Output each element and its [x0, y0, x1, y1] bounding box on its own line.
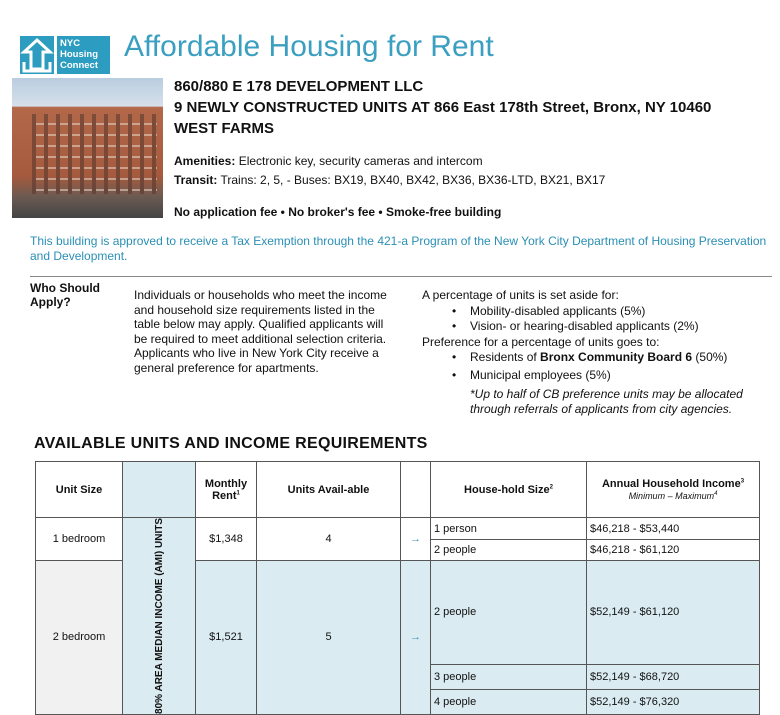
- household-size: 2 people: [431, 540, 587, 561]
- rent: $1,348: [196, 518, 257, 561]
- arrow-icon: →: [401, 518, 431, 561]
- house-icon: [20, 36, 54, 74]
- household-size: 1 person: [431, 518, 587, 540]
- logo-text: NYC: [60, 38, 81, 49]
- footnote-ref: 2: [549, 483, 553, 490]
- household-size: 3 people: [431, 664, 587, 689]
- units-address: 9 NEWLY CONSTRUCTED UNITS AT 866 East 178th Street, Bronx, NY 10460: [174, 99, 712, 116]
- label: Apply?: [30, 295, 71, 309]
- header-units: Units Avail-able: [257, 462, 401, 518]
- tax-exemption-note: This building is approved to receive a Tax Exemption through the 421-a Program of the New York City Department of Housing Preservation and Development.: [30, 234, 767, 263]
- header-rent: [196, 462, 257, 518]
- unit-size: 2 bedroom: [36, 561, 123, 715]
- arrow-icon: →: [401, 561, 431, 715]
- preference-note: *Up to half of CB preference units may be allocated through referrals of applicants from city agencies.: [470, 387, 743, 416]
- ami-label: [123, 518, 196, 715]
- units-table: [35, 461, 760, 715]
- income-range: $46,218 - $53,440: [587, 518, 760, 540]
- logo-text: Connect: [60, 60, 98, 71]
- header-unit-size: Unit Size: [36, 462, 123, 518]
- divider: [30, 276, 772, 277]
- rent: $1,521: [196, 561, 257, 715]
- list-item: • Municipal employees (5%): [422, 368, 777, 383]
- text: 80% AREA MEDIAN INCOME (AMI) UNITS: [153, 518, 165, 714]
- footnote-ref: 1: [236, 489, 240, 496]
- amenities-label: Amenities:: [174, 154, 236, 168]
- household-size: 2 people: [431, 561, 587, 665]
- fees-info: No application fee • No broker's fee • Smoke-free building: [174, 205, 502, 219]
- footnote-ref: 3: [740, 477, 745, 484]
- preferences: [422, 288, 777, 416]
- header-household: [431, 462, 587, 518]
- text: (50%): [692, 350, 728, 364]
- list-item: [422, 350, 777, 365]
- text: Monthly Rent: [204, 477, 248, 502]
- amenities: Electronic key, security cameras and intercom: [238, 154, 483, 168]
- text: Minimum – Maximum: [628, 490, 715, 501]
- neighborhood: WEST FARMS: [174, 120, 274, 137]
- header-arrow: [401, 462, 431, 518]
- table-row: [36, 518, 760, 540]
- text: House-hold Size: [464, 483, 550, 496]
- income-range: $52,149 - $61,120: [587, 561, 760, 665]
- household-size: 4 people: [431, 689, 587, 714]
- who-should-apply-text: Individuals or households who meet the income and household size requirements listed in the table below may apply. Qualified applicants will be required to meet additional selection criteria. Applicants who live in New York City receive a general preference for apartments.: [134, 288, 387, 375]
- unit-size: 1 bedroom: [36, 518, 123, 561]
- transit: Trains: 2, 5, - Buses: BX19, BX40, BX42, BX36, BX36-LTD, BX21, BX17: [220, 173, 606, 187]
- footnote-ref: 4: [714, 490, 718, 497]
- section-title: AVAILABLE UNITS AND INCOME REQUIREMENTS: [34, 435, 428, 452]
- page-title: Affordable Housing for Rent: [124, 30, 494, 63]
- list-item: • Vision- or hearing-disabled applicants (2%): [422, 319, 777, 334]
- header-income: [587, 462, 760, 518]
- setaside-intro: A percentage of units is set aside for:: [422, 288, 619, 302]
- list-item: • Mobility-disabled applicants (5%): [422, 304, 777, 319]
- label: Who Should: [30, 281, 100, 295]
- transit-label: Transit:: [174, 173, 218, 187]
- income-range: $52,149 - $76,320: [587, 689, 760, 714]
- preference-intro: Preference for a percentage of units goes to:: [422, 334, 660, 349]
- units-available: 5: [257, 561, 401, 715]
- income-range: $52,149 - $68,720: [587, 664, 760, 689]
- units-available: 4: [257, 518, 401, 561]
- income-range: $46,218 - $61,120: [587, 540, 760, 561]
- developer-name: 860/880 E 178 DEVELOPMENT LLC: [174, 78, 424, 95]
- text: Residents of: [470, 350, 541, 364]
- logo-text: Housing: [60, 49, 98, 60]
- header-ami: [123, 462, 196, 518]
- who-should-apply-label: [30, 281, 100, 309]
- building-photo: [12, 78, 163, 218]
- text: Bronx Community Board 6: [540, 350, 693, 364]
- text: Annual Household Income: [601, 477, 741, 490]
- nyc-housing-connect-logo: [20, 36, 110, 74]
